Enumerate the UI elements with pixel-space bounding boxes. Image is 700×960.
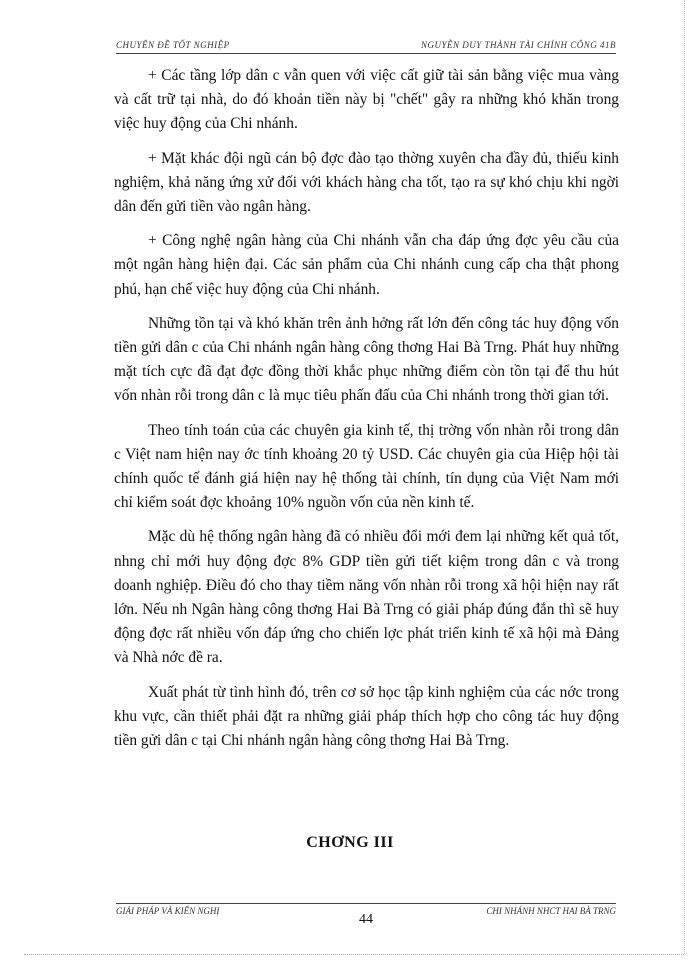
page-right-edge xyxy=(684,0,685,954)
page-footer xyxy=(116,903,616,934)
paragraph-4: Những tồn tại và khó khăn trên ảnh hởng rất lớn đến công tác huy động vốn tiền gửi dân c của Chi nhánh ngân hàng công thơng Hai Bà Trng. Phát huy những mặt tích cực đã đạt đợc đồng thời khắc phục những điểm còn tồn tại để thu hút vốn nhàn rỗi trong dân c là mục tiêu phấn đấu của Chi nhánh trong thời gian tới. xyxy=(114,314,619,405)
page-header xyxy=(116,40,616,54)
paragraph-1: + Các tầng lớp dân c vẫn quen với việc cất giữ tài sản bằng việc mua vàng và cất trữ tại nhà, do đó khoản tiền này bị "chết" gây ra những khó khăn trong việc huy động của Chi nhánh. xyxy=(114,67,619,133)
body-text xyxy=(114,64,619,763)
footer-right-text: CHI NHÁNH NHCT HAI BÀ TRNG xyxy=(486,906,616,916)
header-right-text: NGUYỄN DUY THÀNH TÀI CHÍNH CÔNG 41B xyxy=(420,40,616,50)
page-number: 44 xyxy=(359,912,373,927)
paragraph-7: Xuất phát từ tình hình đó, trên cơ sở học tập kinh nghiệm của các nớc trong khu vực, cần thiết phải đặt ra những giải pháp thích hợp cho công tác huy động tiền gửi dân c tại Chi nhánh ngân hàng công thơng Hai Bà Trng. xyxy=(114,683,619,750)
footer-left-text: GIẢI PHÁP VÀ KIẾN NGHỊ xyxy=(116,906,220,916)
paragraph-3: + Công nghệ ngân hàng của Chi nhánh vẫn cha đáp ứng đợc yêu cầu của một ngân hàng hiện đại. Các sản phẩm của Chi nhánh cung cấp cha thật phong phú, hạn chế việc huy động của Chi nhánh. xyxy=(114,232,619,298)
chapter-title: CHƠNG III xyxy=(306,834,394,851)
page-bottom-edge xyxy=(24,954,684,955)
header-left-text: CHUYÊN ĐỀ TỐT NGHIỆP xyxy=(116,40,230,50)
paragraph-2: + Mặt khác đội ngũ cán bộ đợc đào tạo thờng xuyên cha đầy đủ, thiếu kinh nghiệm, khả năng ứng xử đối với khách hàng cha tốt, tạo ra sự khó chịu khi ngời dân đến gửi tiền vào ngân hàng. xyxy=(114,149,619,216)
paragraph-6: Mặc dù hệ thống ngân hàng đã có nhiều đổi mới đem lại những kết quả tốt, nhng chỉ mới huy động đợc 8% GDP tiền gửi tiết kiệm trong dân c và trong doanh nghiệp. Điều đó cho thay tiềm năng vốn nhàn rỗi trong xã hội hiện nay rất lớn. Nếu nh Ngân hàng công thơng Hai Bà Trng có giải pháp đúng đắn thì sẽ huy động đợc rất nhiều vốn đáp ứng cho chiến lợc phát triển kinh tế xã hội mà Đảng và Nhà nớc đề ra. xyxy=(114,528,619,667)
paragraph-5: Theo tính toán của các chuyên gia kinh tế, thị trờng vốn nhàn rỗi trong dân c Việt nam hiện nay ớc tính khoảng 20 tỷ USD. Các chuyên gia của Hiệp hội tài chính quốc tế đánh giá hiện nay hệ thống tài chính, tín dụng của Việt Nam mới chỉ kiểm soát đợc khoảng 10% nguồn vốn của nền kinh tế. xyxy=(114,421,619,512)
